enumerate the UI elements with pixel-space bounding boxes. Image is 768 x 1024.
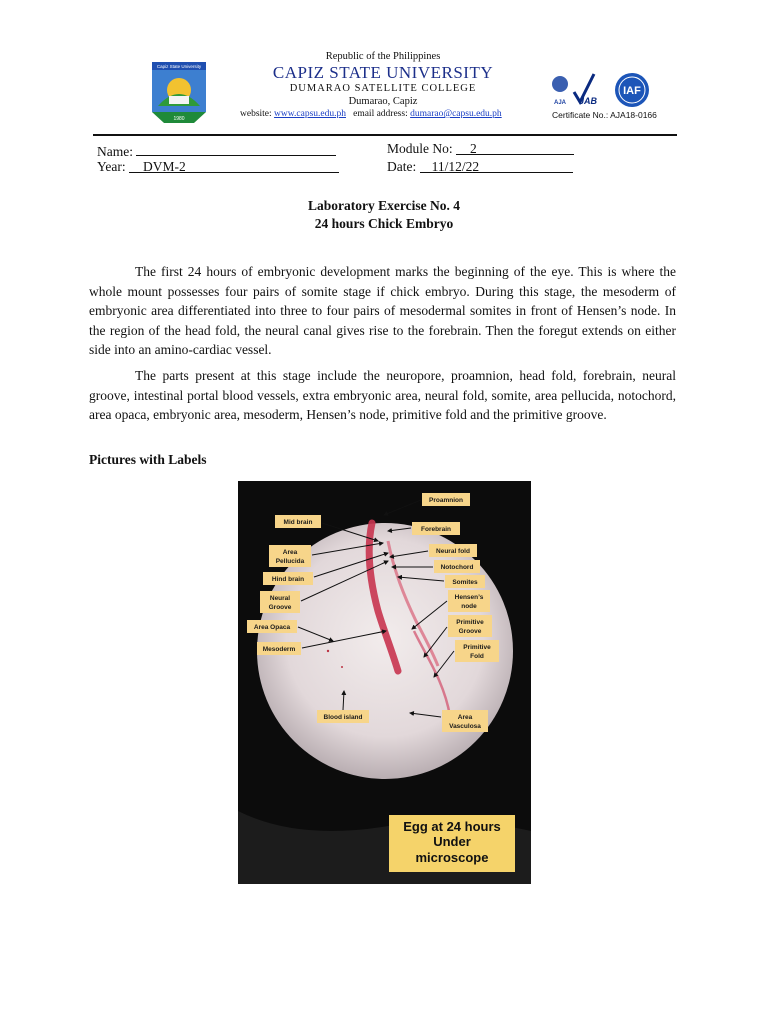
label-notochord-text: Notochord xyxy=(440,564,474,571)
paragraph-2-text: The parts present at this stage include the neuropore, proamnion, head fold, forebrain, neural groove, intestinal portal blood vessels, extra embryonic area, neural fold, somite, area pellucida, notochord, area opaca, embryonic area, mesoderm, Hensen’s node, primitive fold and the primitive groove. xyxy=(89,368,676,422)
paragraph-1 xyxy=(89,262,676,360)
seal-year: 1980 xyxy=(173,116,185,122)
label-neural-groove-line1: Neural xyxy=(269,595,291,602)
module-label: Module No: xyxy=(387,141,453,156)
certificate-number: Certificate No.: AJA18-0166 xyxy=(552,110,657,120)
certification-logos xyxy=(550,72,660,108)
label-hensens-node-line2: node xyxy=(461,603,477,610)
exercise-subtitle: 24 hours Chick Embryo xyxy=(314,216,454,231)
caption-line-1: Egg at 24 hours xyxy=(403,819,501,834)
label-primitive-groove-line2: Groove xyxy=(458,628,482,635)
paragraph-2 xyxy=(89,366,676,425)
contact-line xyxy=(240,109,540,119)
website-link[interactable]: www.capsu.edu.ph xyxy=(274,109,346,119)
paragraph-1-text: The first 24 hours of embryonic development marks the beginning of the eye. This is where the whole mount possesses four pairs of somite stage if chick embryo. During this stage, the mesoderm of embryonic area differentiated into three to four pairs of mesodermal somites in front of Hensen’s node. In the region of the head fold, the neural canal gives rise to the forebrain. Then the foregut extends on either side into an amino-cardiac vessel. xyxy=(89,264,676,357)
year-value: DVM-2 xyxy=(129,159,339,173)
label-area-vasculosa-line1: Area xyxy=(457,714,473,721)
pictures-heading: Pictures with Labels xyxy=(89,452,207,467)
year-label: Year: xyxy=(97,159,126,174)
label-area-pellucida-line1: Area xyxy=(282,549,298,556)
name-label: Name: xyxy=(97,144,133,159)
date-value: 11/12/22 xyxy=(420,159,573,173)
jab-logo: JAB xyxy=(578,96,598,106)
caption-line-2: Under xyxy=(433,834,471,849)
label-area-pellucida-line2: Pellucida xyxy=(275,558,305,565)
label-primitive-fold-line2: Fold xyxy=(470,653,484,660)
email-link[interactable]: dumarao@capsu.edu.ph xyxy=(410,109,502,119)
header-divider xyxy=(93,134,677,136)
name-field xyxy=(97,141,336,160)
date-label: Date: xyxy=(387,159,417,174)
chick-embryo-figure xyxy=(238,481,531,884)
label-neural-fold-text: Neural fold xyxy=(436,548,470,555)
website-label: website: xyxy=(240,109,272,119)
caption-line-3: microscope xyxy=(415,850,489,865)
module-field xyxy=(387,141,574,157)
label-area-vasculosa-line2: Vasculosa xyxy=(449,723,481,730)
label-blood-island-text: Blood island xyxy=(323,714,363,721)
label-mid-brain-text: Mid brain xyxy=(283,519,313,526)
email-label: email address: xyxy=(353,109,408,119)
college-name: DUMARAO SATELLITE COLLEGE xyxy=(289,83,477,94)
seal-top-text: Capiz State University xyxy=(156,64,202,69)
label-proamnion-text: Proamnion xyxy=(429,497,463,504)
label-hensens-node-line1: Hensen’s xyxy=(454,594,484,601)
year-field xyxy=(97,159,339,175)
label-mesoderm-text: Mesoderm xyxy=(262,646,296,653)
aja-logo: AJA xyxy=(553,100,567,106)
label-somites-text: Somites xyxy=(452,579,478,586)
iaf-logo: IAF xyxy=(623,85,641,97)
label-forebrain-text: Forebrain xyxy=(421,526,451,533)
university-name: CAPIZ STATE UNIVERSITY xyxy=(272,63,494,82)
label-hind-brain-text: Hind brain xyxy=(271,576,305,583)
date-field xyxy=(387,159,573,175)
college-location: Dumarao, Capiz xyxy=(348,96,418,107)
exercise-title: Laboratory Exercise No. 4 xyxy=(308,198,460,213)
label-primitive-fold-line1: Primitive xyxy=(463,644,491,651)
label-primitive-groove-line1: Primitive xyxy=(456,619,484,626)
figure-caption xyxy=(389,815,515,872)
label-neural-groove-line2: Groove xyxy=(268,604,292,611)
republic-line: Republic of the Philippines xyxy=(325,51,441,62)
module-value: 2 xyxy=(456,141,574,155)
university-seal-logo xyxy=(150,62,208,124)
label-area-opaca-text: Area Opaca xyxy=(253,624,291,631)
name-value xyxy=(136,141,336,156)
